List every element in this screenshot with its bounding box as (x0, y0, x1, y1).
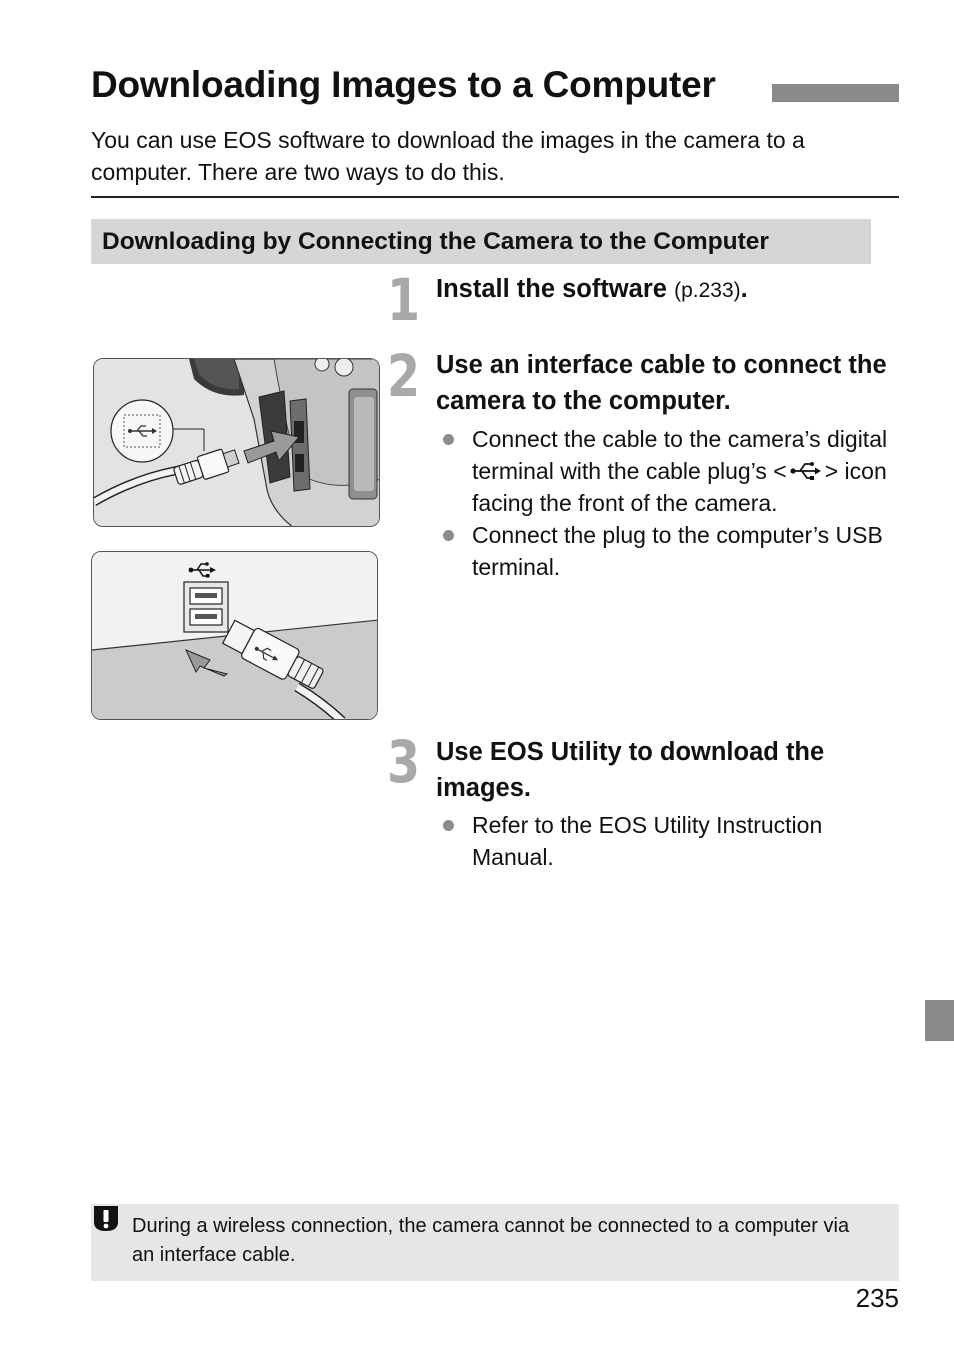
bullet-icon (443, 820, 454, 831)
list-item: Refer to the EOS Utility Instruction Manual. (440, 809, 900, 873)
step-3-bullets (440, 809, 900, 873)
section-heading: Downloading by Connecting the Camera to the Computer (91, 219, 871, 264)
step-1-title (436, 271, 906, 309)
list-item: Connect the cable to the camera’s digital terminal with the cable plug’s < > icon facing the front of the camera. (440, 423, 900, 519)
usb-port-illustration (91, 551, 378, 720)
divider (91, 196, 899, 198)
step-3-title: Use EOS Utility to download the images. (436, 738, 825, 802)
step-2-number: 2 (387, 342, 421, 410)
list-item: Connect the plug to the computer’s USB terminal. (440, 519, 900, 583)
intro-paragraph: You can use EOS software to download the images in the camera to a computer. There are two ways to do this. (91, 127, 805, 185)
usb-icon (790, 460, 822, 482)
step-2-bullets (440, 423, 900, 583)
title-decoration-bar (772, 84, 899, 102)
step-1-title-text: Install the software (436, 275, 667, 303)
bullet-icon (443, 434, 454, 445)
page-number: 235 (855, 1283, 899, 1313)
note-text: During a wireless connection, the camera cannot be connected to a computer via an interface cable. (132, 1215, 850, 1266)
step-1-number: 1 (387, 266, 421, 334)
page-reference: (p.233) (674, 279, 741, 302)
chapter-tab (925, 1000, 954, 1041)
step-2-title: Use an interface cable to connect the camera to the computer. (436, 351, 887, 415)
caution-icon (91, 1204, 121, 1234)
step-3-number: 3 (387, 728, 421, 796)
camera-connection-illustration (93, 358, 380, 527)
step-1-suffix: . (740, 275, 748, 303)
page-title: Downloading Images to a Computer (91, 64, 716, 105)
bullet-icon (443, 530, 454, 541)
